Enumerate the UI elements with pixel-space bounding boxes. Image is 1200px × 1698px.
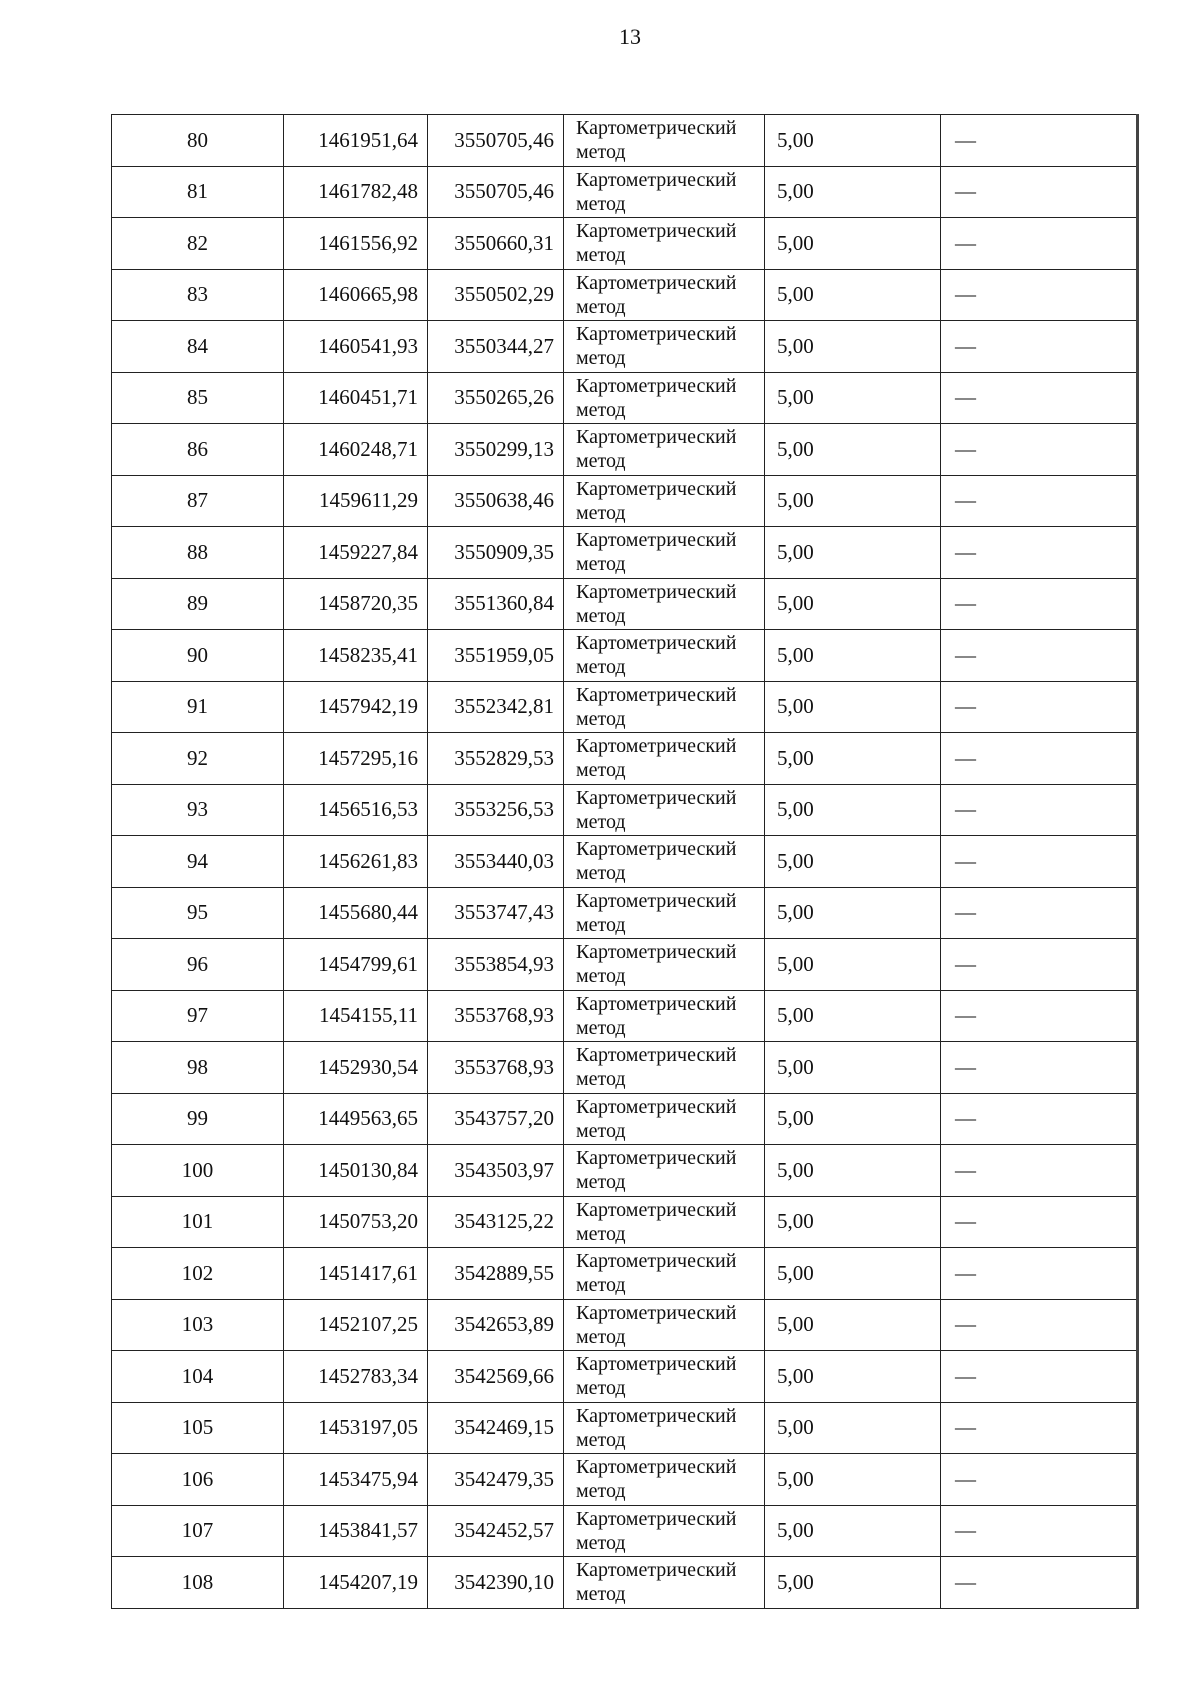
y-coordinate-cell: 3542889,55	[428, 1248, 564, 1300]
table-row	[112, 1454, 1138, 1506]
method-line-1: Картометрический	[576, 992, 737, 1015]
point-number-cell: 80	[112, 115, 284, 167]
point-number-cell: 96	[112, 939, 284, 991]
y-coordinate-cell: 3550265,26	[428, 372, 564, 424]
method-line-2: метод	[576, 398, 626, 421]
method-line-2: метод	[576, 759, 626, 782]
point-number-cell: 107	[112, 1505, 284, 1557]
coordinates-table-body	[112, 115, 1138, 1609]
description-cell: —	[941, 887, 1138, 939]
method-line-2: метод	[576, 862, 626, 885]
x-coordinate-cell: 1449563,65	[284, 1093, 428, 1145]
table-row	[112, 166, 1138, 218]
x-coordinate-cell: 1454155,11	[284, 990, 428, 1042]
method-cell	[564, 1299, 765, 1351]
x-coordinate-cell: 1460451,71	[284, 372, 428, 424]
y-coordinate-cell: 3543125,22	[428, 1196, 564, 1248]
table-row	[112, 1351, 1138, 1403]
accuracy-cell: 5,00	[765, 1351, 941, 1403]
method-line-2: метод	[576, 604, 626, 627]
table-row	[112, 1505, 1138, 1557]
table-row	[112, 269, 1138, 321]
x-coordinate-cell: 1460665,98	[284, 269, 428, 321]
table-row	[112, 784, 1138, 836]
point-number-cell: 88	[112, 527, 284, 579]
table-row	[112, 1196, 1138, 1248]
method-line-2: метод	[576, 1274, 626, 1297]
accuracy-cell: 5,00	[765, 784, 941, 836]
method-line-1: Картометрический	[576, 220, 737, 243]
point-number-cell: 102	[112, 1248, 284, 1300]
accuracy-cell: 5,00	[765, 1557, 941, 1609]
accuracy-cell: 5,00	[765, 1093, 941, 1145]
accuracy-cell: 5,00	[765, 1248, 941, 1300]
method-line-1: Картометрический	[576, 477, 737, 500]
method-line-1: Картометрический	[576, 1404, 737, 1427]
y-coordinate-cell: 3542569,66	[428, 1351, 564, 1403]
y-coordinate-cell: 3542469,15	[428, 1402, 564, 1454]
point-number-cell: 93	[112, 784, 284, 836]
method-line-1: Картометрический	[576, 683, 737, 706]
description-cell: —	[941, 475, 1138, 527]
description-cell: —	[941, 578, 1138, 630]
description-cell: —	[941, 784, 1138, 836]
method-cell	[564, 1093, 765, 1145]
x-coordinate-cell: 1456516,53	[284, 784, 428, 836]
method-cell	[564, 115, 765, 167]
accuracy-cell: 5,00	[765, 1454, 941, 1506]
description-cell: —	[941, 527, 1138, 579]
accuracy-cell: 5,00	[765, 578, 941, 630]
method-cell	[564, 1454, 765, 1506]
accuracy-cell: 5,00	[765, 990, 941, 1042]
x-coordinate-cell: 1461556,92	[284, 218, 428, 270]
point-number-cell: 86	[112, 424, 284, 476]
method-line-1: Картометрический	[576, 1456, 737, 1479]
x-coordinate-cell: 1461782,48	[284, 166, 428, 218]
y-coordinate-cell: 3553768,93	[428, 1042, 564, 1094]
accuracy-cell: 5,00	[765, 1042, 941, 1094]
method-line-2: метод	[576, 347, 626, 370]
accuracy-cell: 5,00	[765, 733, 941, 785]
accuracy-cell: 5,00	[765, 630, 941, 682]
point-number-cell: 104	[112, 1351, 284, 1403]
accuracy-cell: 5,00	[765, 836, 941, 888]
description-cell: —	[941, 1402, 1138, 1454]
method-line-2: метод	[576, 810, 626, 833]
table-row	[112, 115, 1138, 167]
method-line-2: метод	[576, 295, 626, 318]
method-cell	[564, 424, 765, 476]
method-line-2: метод	[576, 1377, 626, 1400]
method-line-1: Картометрический	[576, 1301, 737, 1324]
x-coordinate-cell: 1455680,44	[284, 887, 428, 939]
method-cell	[564, 887, 765, 939]
method-line-2: метод	[576, 1583, 626, 1606]
accuracy-cell: 5,00	[765, 475, 941, 527]
method-line-1: Картометрический	[576, 1559, 737, 1582]
accuracy-cell: 5,00	[765, 166, 941, 218]
method-line-1: Картометрический	[576, 1095, 737, 1118]
method-cell	[564, 836, 765, 888]
table-row	[112, 1093, 1138, 1145]
accuracy-cell: 5,00	[765, 1402, 941, 1454]
method-line-1: Картометрический	[576, 117, 737, 140]
point-number-cell: 103	[112, 1299, 284, 1351]
method-line-1: Картометрический	[576, 1198, 737, 1221]
description-cell: —	[941, 836, 1138, 888]
method-line-1: Картометрический	[576, 1147, 737, 1170]
method-line-2: метод	[576, 1068, 626, 1091]
method-cell	[564, 681, 765, 733]
method-cell	[564, 1248, 765, 1300]
table-row	[112, 630, 1138, 682]
method-line-1: Картометрический	[576, 941, 737, 964]
accuracy-cell: 5,00	[765, 218, 941, 270]
table-row	[112, 372, 1138, 424]
point-number-cell: 83	[112, 269, 284, 321]
method-line-2: метод	[576, 1016, 626, 1039]
method-line-2: метод	[576, 656, 626, 679]
method-line-2: метод	[576, 141, 626, 164]
y-coordinate-cell: 3542653,89	[428, 1299, 564, 1351]
point-number-cell: 106	[112, 1454, 284, 1506]
table-row	[112, 1145, 1138, 1197]
x-coordinate-cell: 1457942,19	[284, 681, 428, 733]
description-cell: —	[941, 1093, 1138, 1145]
y-coordinate-cell: 3551959,05	[428, 630, 564, 682]
description-cell: —	[941, 115, 1138, 167]
method-cell	[564, 269, 765, 321]
point-number-cell: 90	[112, 630, 284, 682]
y-coordinate-cell: 3543503,97	[428, 1145, 564, 1197]
accuracy-cell: 5,00	[765, 372, 941, 424]
method-line-2: метод	[576, 553, 626, 576]
description-cell: —	[941, 1196, 1138, 1248]
table-row	[112, 578, 1138, 630]
description-cell: —	[941, 269, 1138, 321]
description-cell: —	[941, 424, 1138, 476]
method-line-1: Картометрический	[576, 168, 737, 191]
table-row	[112, 1042, 1138, 1094]
method-line-2: метод	[576, 501, 626, 524]
accuracy-cell: 5,00	[765, 269, 941, 321]
y-coordinate-cell: 3550705,46	[428, 115, 564, 167]
point-number-cell: 89	[112, 578, 284, 630]
point-number-cell: 87	[112, 475, 284, 527]
x-coordinate-cell: 1456261,83	[284, 836, 428, 888]
table-row	[112, 681, 1138, 733]
method-cell	[564, 1402, 765, 1454]
method-cell	[564, 733, 765, 785]
method-line-2: метод	[576, 1171, 626, 1194]
method-cell	[564, 784, 765, 836]
method-cell	[564, 1145, 765, 1197]
method-line-1: Картометрический	[576, 1250, 737, 1273]
x-coordinate-cell: 1450753,20	[284, 1196, 428, 1248]
y-coordinate-cell: 3552342,81	[428, 681, 564, 733]
y-coordinate-cell: 3553768,93	[428, 990, 564, 1042]
x-coordinate-cell: 1458235,41	[284, 630, 428, 682]
method-line-1: Картометрический	[576, 889, 737, 912]
accuracy-cell: 5,00	[765, 527, 941, 579]
description-cell: —	[941, 1145, 1138, 1197]
method-line-1: Картометрический	[576, 1353, 737, 1376]
point-number-cell: 95	[112, 887, 284, 939]
page-number: 13	[619, 24, 641, 49]
table-row	[112, 1248, 1138, 1300]
method-line-1: Картометрический	[576, 374, 737, 397]
method-cell	[564, 1351, 765, 1403]
table-row	[112, 527, 1138, 579]
point-number-cell: 85	[112, 372, 284, 424]
method-cell	[564, 475, 765, 527]
x-coordinate-cell: 1459611,29	[284, 475, 428, 527]
y-coordinate-cell: 3550660,31	[428, 218, 564, 270]
point-number-cell: 91	[112, 681, 284, 733]
description-cell: —	[941, 1505, 1138, 1557]
method-cell	[564, 1196, 765, 1248]
accuracy-cell: 5,00	[765, 1505, 941, 1557]
method-line-2: метод	[576, 192, 626, 215]
point-number-cell: 98	[112, 1042, 284, 1094]
description-cell: —	[941, 321, 1138, 373]
point-number-cell: 81	[112, 166, 284, 218]
y-coordinate-cell: 3550638,46	[428, 475, 564, 527]
x-coordinate-cell: 1453197,05	[284, 1402, 428, 1454]
x-coordinate-cell: 1451417,61	[284, 1248, 428, 1300]
accuracy-cell: 5,00	[765, 939, 941, 991]
method-cell	[564, 1505, 765, 1557]
y-coordinate-cell: 3543757,20	[428, 1093, 564, 1145]
table-row	[112, 939, 1138, 991]
accuracy-cell: 5,00	[765, 681, 941, 733]
method-line-1: Картометрический	[576, 632, 737, 655]
point-number-cell: 105	[112, 1402, 284, 1454]
description-cell: —	[941, 939, 1138, 991]
method-line-1: Картометрический	[576, 735, 737, 758]
y-coordinate-cell: 3553256,53	[428, 784, 564, 836]
y-coordinate-cell: 3550299,13	[428, 424, 564, 476]
x-coordinate-cell: 1454799,61	[284, 939, 428, 991]
y-coordinate-cell: 3553854,93	[428, 939, 564, 991]
x-coordinate-cell: 1452930,54	[284, 1042, 428, 1094]
x-coordinate-cell: 1459227,84	[284, 527, 428, 579]
method-line-2: метод	[576, 450, 626, 473]
method-line-2: метод	[576, 1325, 626, 1348]
table-row	[112, 733, 1138, 785]
method-line-1: Картометрический	[576, 529, 737, 552]
y-coordinate-cell: 3553440,03	[428, 836, 564, 888]
description-cell: —	[941, 1557, 1138, 1609]
method-cell	[564, 630, 765, 682]
method-cell	[564, 1557, 765, 1609]
method-cell	[564, 1042, 765, 1094]
table-row	[112, 424, 1138, 476]
y-coordinate-cell: 3551360,84	[428, 578, 564, 630]
x-coordinate-cell: 1460248,71	[284, 424, 428, 476]
method-cell	[564, 578, 765, 630]
accuracy-cell: 5,00	[765, 321, 941, 373]
method-line-1: Картометрический	[576, 323, 737, 346]
method-line-1: Картометрический	[576, 271, 737, 294]
table-row	[112, 218, 1138, 270]
y-coordinate-cell: 3550705,46	[428, 166, 564, 218]
table-row	[112, 990, 1138, 1042]
description-cell: —	[941, 733, 1138, 785]
x-coordinate-cell: 1457295,16	[284, 733, 428, 785]
point-number-cell: 97	[112, 990, 284, 1042]
x-coordinate-cell: 1452107,25	[284, 1299, 428, 1351]
y-coordinate-cell: 3542479,35	[428, 1454, 564, 1506]
x-coordinate-cell: 1460541,93	[284, 321, 428, 373]
point-number-cell: 94	[112, 836, 284, 888]
point-number-cell: 99	[112, 1093, 284, 1145]
point-number-cell: 108	[112, 1557, 284, 1609]
description-cell: —	[941, 372, 1138, 424]
method-cell	[564, 372, 765, 424]
x-coordinate-cell: 1450130,84	[284, 1145, 428, 1197]
y-coordinate-cell: 3550344,27	[428, 321, 564, 373]
accuracy-cell: 5,00	[765, 115, 941, 167]
method-line-2: метод	[576, 1119, 626, 1142]
x-coordinate-cell: 1452783,34	[284, 1351, 428, 1403]
table-row	[112, 475, 1138, 527]
method-cell	[564, 527, 765, 579]
method-line-2: метод	[576, 1480, 626, 1503]
table-row	[112, 887, 1138, 939]
y-coordinate-cell: 3550502,29	[428, 269, 564, 321]
y-coordinate-cell: 3542390,10	[428, 1557, 564, 1609]
accuracy-cell: 5,00	[765, 1196, 941, 1248]
method-line-1: Картометрический	[576, 1044, 737, 1067]
table-row	[112, 1402, 1138, 1454]
table-row	[112, 836, 1138, 888]
y-coordinate-cell: 3552829,53	[428, 733, 564, 785]
method-line-2: метод	[576, 1428, 626, 1451]
method-line-2: метод	[576, 244, 626, 267]
x-coordinate-cell: 1458720,35	[284, 578, 428, 630]
method-line-1: Картометрический	[576, 1507, 737, 1530]
description-cell: —	[941, 630, 1138, 682]
description-cell: —	[941, 218, 1138, 270]
table-row	[112, 1299, 1138, 1351]
accuracy-cell: 5,00	[765, 1145, 941, 1197]
x-coordinate-cell: 1461951,64	[284, 115, 428, 167]
description-cell: —	[941, 990, 1138, 1042]
coordinates-table	[111, 114, 1139, 1609]
point-number-cell: 92	[112, 733, 284, 785]
method-line-1: Картометрический	[576, 426, 737, 449]
table-row	[112, 1557, 1138, 1609]
description-cell: —	[941, 1248, 1138, 1300]
method-cell	[564, 939, 765, 991]
table-row	[112, 321, 1138, 373]
description-cell: —	[941, 1351, 1138, 1403]
accuracy-cell: 5,00	[765, 887, 941, 939]
description-cell: —	[941, 1042, 1138, 1094]
accuracy-cell: 5,00	[765, 424, 941, 476]
method-cell	[564, 166, 765, 218]
method-line-2: метод	[576, 707, 626, 730]
method-line-2: метод	[576, 965, 626, 988]
method-line-1: Картометрический	[576, 838, 737, 861]
method-cell	[564, 321, 765, 373]
description-cell: —	[941, 166, 1138, 218]
point-number-cell: 101	[112, 1196, 284, 1248]
description-cell: —	[941, 681, 1138, 733]
description-cell: —	[941, 1299, 1138, 1351]
x-coordinate-cell: 1453841,57	[284, 1505, 428, 1557]
accuracy-cell: 5,00	[765, 1299, 941, 1351]
method-line-1: Картометрический	[576, 580, 737, 603]
method-line-2: метод	[576, 913, 626, 936]
y-coordinate-cell: 3553747,43	[428, 887, 564, 939]
method-line-2: метод	[576, 1222, 626, 1245]
y-coordinate-cell: 3550909,35	[428, 527, 564, 579]
point-number-cell: 100	[112, 1145, 284, 1197]
method-cell	[564, 218, 765, 270]
x-coordinate-cell: 1453475,94	[284, 1454, 428, 1506]
method-cell	[564, 990, 765, 1042]
method-line-1: Картометрический	[576, 786, 737, 809]
point-number-cell: 82	[112, 218, 284, 270]
y-coordinate-cell: 3542452,57	[428, 1505, 564, 1557]
description-cell: —	[941, 1454, 1138, 1506]
x-coordinate-cell: 1454207,19	[284, 1557, 428, 1609]
method-line-2: метод	[576, 1531, 626, 1554]
point-number-cell: 84	[112, 321, 284, 373]
